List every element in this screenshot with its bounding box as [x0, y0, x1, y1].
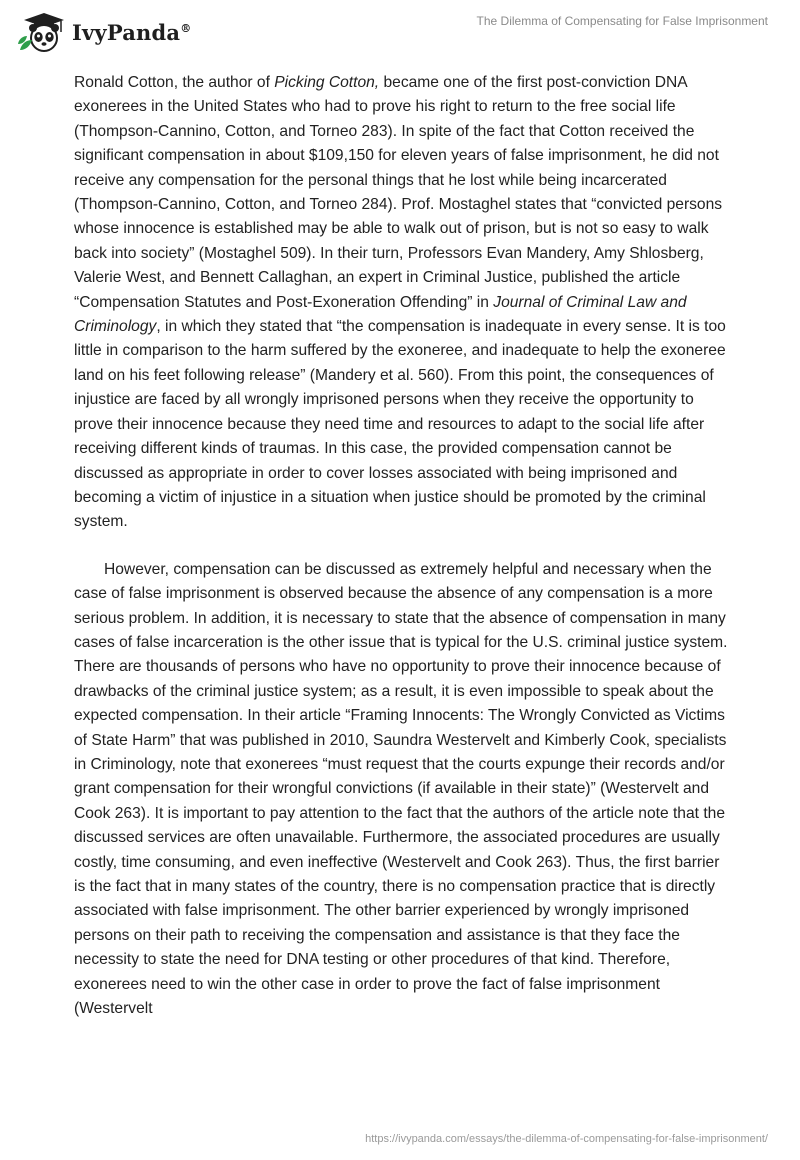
page-header — [0, 0, 800, 60]
paragraph-2: However, compensation can be discussed as extremely helpful and necessary when the case of false imprisonment is observed because the absence of any compensation is a more serious problem. In addition, it is necessary to state that the absence of compensation in many cases of false incarceration is the other issue that is typical for the U.S. criminal justice system. There are thousands of persons who have no opportunity to prove their innocence because of drawbacks of the criminal justice system; as a result, it is even impossible to speak about the expected compensation. In their article “Framing Innocents: The Wrongly Convicted as Victims of State Harm” that was published in 2010, Saundra Westervelt and Kimberly Cook, specialists in Criminology, note that exonerees “must request that the courts expunge their records and/or grant compensation for their wrongful convictions (if available in their state)” (Westervelt and Cook 263). It is important to pay attention to the fact that the authors of the article note that the discussed services are often unavailable. Furthermore, the associated procedures are usually costly, time consuming, and even ineffective (Westervelt and Cook 263). Thus, the first barrier is the fact that in many states of the country, there is no compensation practice that is directly associated with false imprisonment. The other barrier experienced by wrongly imprisoned persons on their path to receiving the compensation and assistance is that they face the necessity to state the need for DNA testing or other procedures of that kind. Therefore, exonerees need to win the other case in order to prove the fact of false imprisonment (Westervelt — [74, 560, 728, 1018]
brand-name: IvyPanda® — [72, 19, 192, 45]
brand-logo[interactable] — [16, 10, 191, 54]
essay-body — [74, 71, 734, 1021]
registered-mark: ® — [180, 21, 192, 35]
journal-title: Journal of Criminal Law and Criminology — [74, 293, 687, 336]
book-title: Picking Cotton, — [274, 74, 380, 91]
paragraph-1 — [74, 71, 734, 535]
text-run: Ronald Cotton, the author of — [74, 74, 275, 91]
text-run: became one of the first post-conviction DNA exonerees in the United States who had to prove his right to return to the free social life (Thompson-Cannino, Cotton, and Torneo 283). In spite of the fact that Cotton received the significant compensation in about $109,150 for eleven years of false imprisonment, he did not receive any compensation for the personal things that he lost while being incarcerated (Thompson-Cannino, Cotton, and Torneo 284). Prof. Mostaghel states that “convicted persons whose innocence is established may be able to walk out of prison, but is not so easy to walk back into society” (Mostaghel 509). In their turn, Professors Evan Mandery, Amy Shlosberg, Valerie West, and Bennett Callaghan, an expert in Criminal Justice, published the article “Compensation Statutes and Post-Exoneration Offending” in — [74, 74, 723, 311]
panda-graduate-icon — [16, 10, 68, 54]
text-run: , in which they stated that “the compensation is inadequate in every sense. It is too little in comparison to the harm suffered by the exoneree, and inadequate to help the exoneree land on his feet following release” (Mandery et al. 560). From this point, the consequences of injustice are faced by all wrongly imprisoned persons when they receive the opportunity to prove their innocence because they need time and resources to adapt to the social life after receiving different kinds of traumas. In this case, the provided compensation cannot be discussed as appropriate in order to cover losses associated with being imprisoned and becoming a victim of injustice in a situation when justice should be promoted by the criminal system. — [74, 318, 726, 531]
document-title: The Dilemma of Compensating for False Imprisonment — [476, 14, 768, 28]
source-url[interactable]: https://ivypanda.com/essays/the-dilemma-of-compensating-for-false-imprisonment/ — [365, 1133, 768, 1145]
